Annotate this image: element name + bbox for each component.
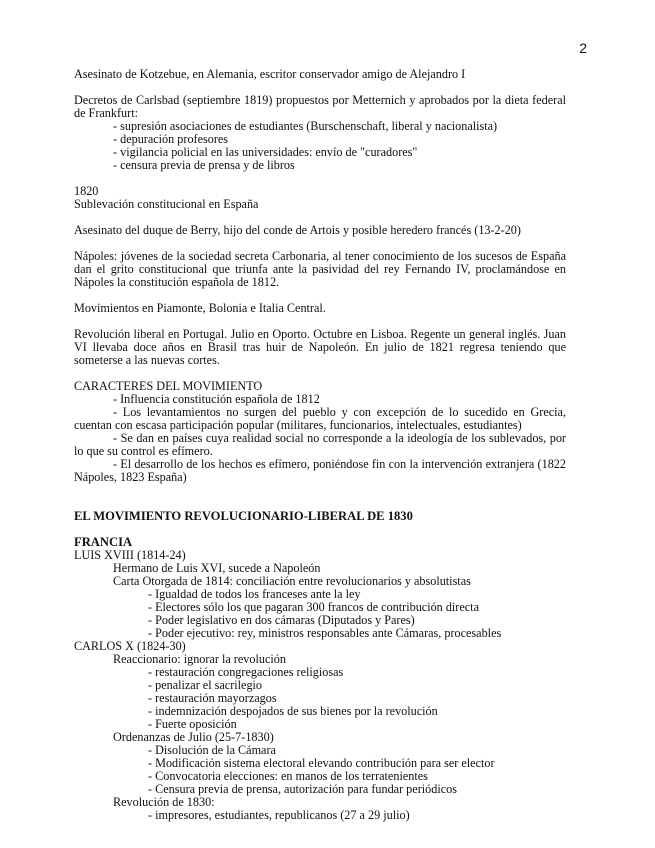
text-line: Sublevación constitucional en España: [74, 197, 259, 211]
list-item: Reaccionario: ignorar la revolución: [113, 652, 286, 666]
list-item: - Electores sólo los que pagaran 300 francos de contribución directa: [148, 600, 479, 614]
text-line: - Se dan en países cuya realidad social no corresponde a la ideología de los sublevados, por lo que su control es efímero.: [74, 431, 566, 458]
text-line: - El desarrollo de los hechos es efímero, poniéndose fin con la intervención extranjera (1822 Nápoles, 1823 España): [74, 457, 566, 484]
list-item: - Modificación sistema electoral elevando contribución para ser elector: [148, 756, 495, 770]
list-item: - Fuerte oposición: [148, 717, 237, 731]
paragraph-spacer: [74, 523, 566, 536]
list-item: - vigilancia policial en las universidades: envío de "curadores": [113, 145, 418, 159]
list-item: - penalizar el sacrilegio: [148, 678, 263, 692]
page-number: 2: [579, 40, 587, 56]
list-item: Ordenanzas de Julio (25-7-1830): [113, 730, 274, 744]
list-item: Hermano de Luis XVI, sucede a Napoleón: [113, 561, 321, 575]
list-item: - Convocatoria elecciones: en manos de los terratenientes: [148, 769, 428, 783]
list-item: - Influencia constitución española de 1812: [113, 392, 320, 406]
section-heading: FRANCIA: [74, 535, 133, 549]
text-line: LUIS XVIII (1814-24): [74, 548, 186, 562]
paragraph-spacer: [74, 172, 566, 185]
list-item: - supresión asociaciones de estudiantes (Burschenschaft, liberal y nacionalista): [113, 119, 498, 133]
list-item: Revolución de 1830:: [113, 795, 215, 809]
list-item: - restauración congregaciones religiosas: [148, 665, 344, 679]
text-line: - Los levantamientos no surgen del pueblo y con excepción de lo sucedido en Grecia, cuentan con escasa participación popular (militares, funcionarios, intelectuales, estudiantes): [74, 405, 566, 432]
text-line: CARLOS X (1824-30): [74, 639, 186, 653]
text-line: Revolución liberal en Portugal. Julio en Oporto. Octubre en Lisboa. Regente un general inglés. Juan VI llevaba doce años en Brasil tras huir de Napoleón. En julio de 1821 regresa teniendo que someterse a las nuevas cortes.: [74, 327, 566, 367]
list-item: - indemnización despojados de sus bienes por la revolución: [148, 704, 438, 718]
text-line: Movimientos en Piamonte, Bolonia e Italia Central.: [74, 301, 326, 315]
list-item: - Poder legislativo en dos cámaras (Diputados y Pares): [148, 613, 415, 627]
list-item: - Igualdad de todos los franceses ante la ley: [148, 587, 361, 601]
list-item: - Disolución de la Cámara: [148, 743, 276, 757]
list-item: - depuración profesores: [113, 132, 229, 146]
section-spacer: [74, 484, 566, 510]
text-line: Asesinato del duque de Berry, hijo del conde de Artois y posible heredero francés (13-2-20): [74, 223, 521, 237]
list-item: - censura previa de prensa y de libros: [113, 158, 295, 172]
document-body: [74, 68, 566, 822]
list-item: - Poder ejecutivo: rey, ministros responsables ante Cámaras, procesables: [148, 626, 502, 640]
section-heading: EL MOVIMIENTO REVOLUCIONARIO-LIBERAL DE 1830: [74, 509, 413, 523]
text-line: Nápoles: jóvenes de la sociedad secreta Carbonaria, al tener conocimiento de los sucesos de España dan el grito constitucional que triunfa ante la pasividad del rey Fernando IV, proclamándose en Nápoles la constitución española de 1812.: [74, 249, 566, 289]
text-line: CARACTERES DEL MOVIMIENTO: [74, 379, 263, 393]
list-item: - Censura previa de prensa, autorización para fundar periódicos: [148, 782, 457, 796]
list-item: Carta Otorgada de 1814: conciliación entre revolucionarios y absolutistas: [113, 574, 471, 588]
list-item: - impresores, estudiantes, republicanos (27 a 29 julio): [148, 808, 410, 822]
text-line: Asesinato de Kotzebue, en Alemania, escritor conservador amigo de Alejandro I: [74, 67, 466, 81]
text-line: 1820: [74, 184, 99, 198]
text-line: Decretos de Carlsbad (septiembre 1819) propuestos por Metternich y aprobados por la dieta federal de Frankfurt:: [74, 93, 566, 120]
list-item: - restauración mayorzagos: [148, 691, 277, 705]
